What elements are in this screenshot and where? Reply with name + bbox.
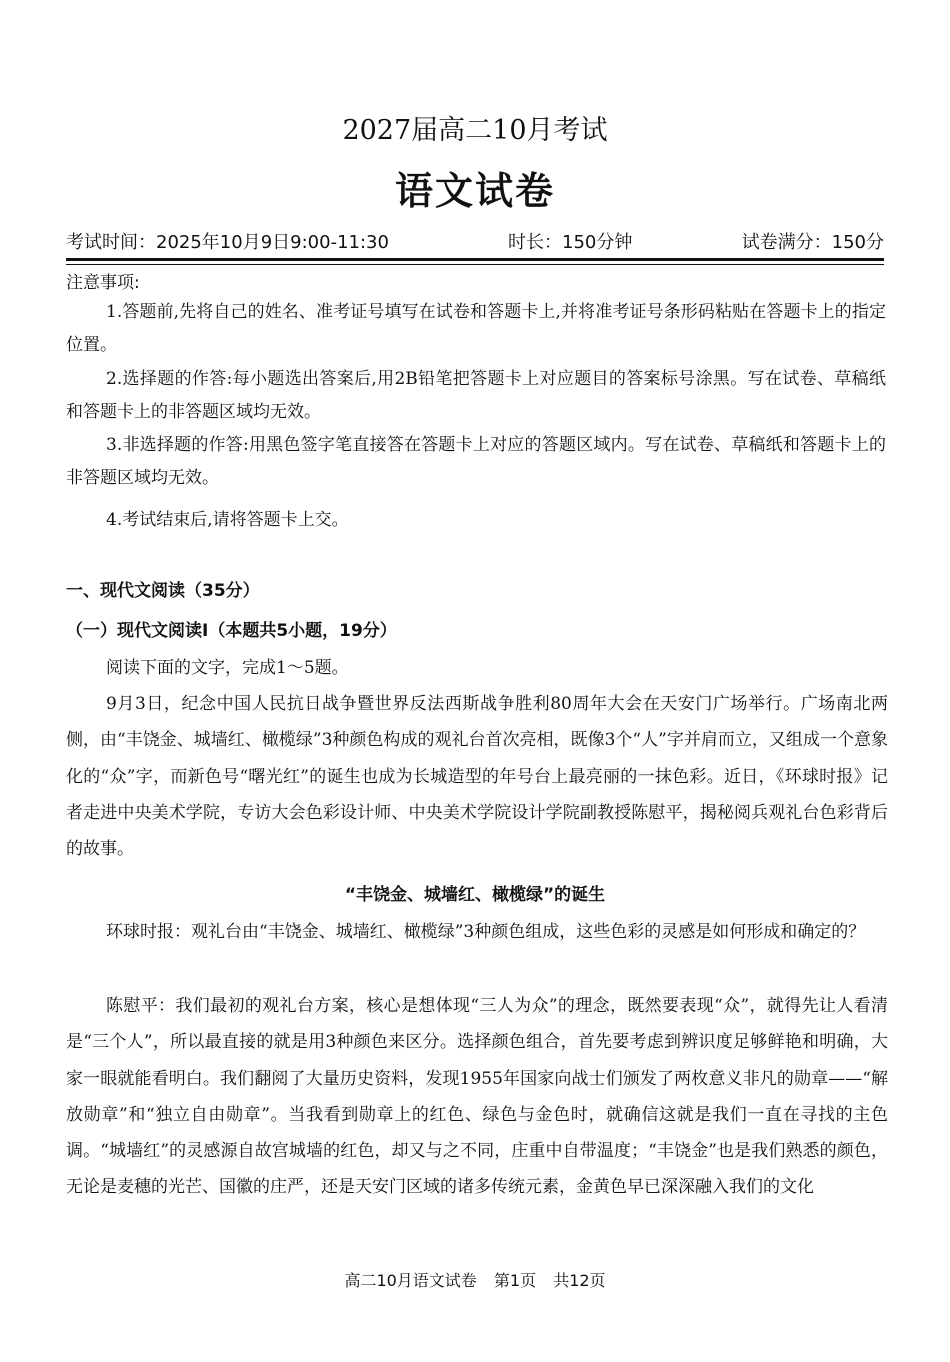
exam-duration: 时长：150分钟 <box>508 232 633 253</box>
footer-page-number: 第1页 <box>493 1271 537 1290</box>
interview-question: 环球时报：观礼台由“丰饶金、城墙红、橄榄绿”3种颜色组成，这些色彩的灵感是如何形成和确定的？ <box>106 922 866 942</box>
passage-heading: “丰饶金、城墙红、橄榄绿”的诞生 <box>344 885 606 905</box>
header-divider-thick <box>66 258 884 261</box>
notice-title: 注意事项: <box>66 273 140 293</box>
notice-item: 2.选择题的作答:每小题选出答案后,用2B铅笔把答题卡上对应题目的答案标号涂黑。写在试卷、草稿纸和答题卡上的非答题区域均无效。 <box>66 369 886 422</box>
notice-item: 3.非选择题的作答:用黑色签字笔直接答在答题卡上对应的答题区域内。写在试卷、草稿纸和答题卡上的非答题区域均无效。 <box>66 435 886 488</box>
exam-time: 考试时间：2025年10月9日9:00-11:30 <box>66 232 389 253</box>
reading-instruction: 阅读下面的文字，完成1～5题。 <box>106 658 349 678</box>
header-divider-thin <box>66 264 884 265</box>
exam-info-row <box>66 228 884 258</box>
subsection-title: （一）现代文阅读Ⅰ（本题共5小题，19分） <box>66 621 397 641</box>
notice-item: 4.考试结束后,请将答题卡上交。 <box>106 510 349 530</box>
interview-answer: 陈慰平：我们最初的观礼台方案，核心是想体现“三人为众”的理念，既然要表现“众”，就得先让人看清是“三个人”，所以最直接的就是用3种颜色来区分。选择颜色组合，首先要考虑到辨识度足够鲜艳和明确，大家一眼就能看明白。我们翻阅了大量历史资料，发现1955年国家向战士们颁发了两枚意义非凡的勋章——“解放勋章”和“独立自由勋章”。当我看到勋章上的红色、绿色与金色时，就确信这就是我们一直在寻找的主色调。“城墙红”的灵感源自故宫城墙的红色，却又与之不同，庄重中自带温度；“丰饶金”也是我们熟悉的颜色，无论是麦穗的光芒、国徽的庄严，还是天安门区域的诸多传统元素，金黄色早已深深融入我们的文化 <box>66 996 888 1198</box>
section-title: 一、现代文阅读（35分） <box>66 581 260 601</box>
passage-intro: 9月3日，纪念中国人民抗日战争暨世界反法西斯战争胜利80周年大会在天安门广场举行。广场南北两侧，由“丰饶金、城墙红、橄榄绿”3种颜色构成的观礼台首次亮相，既像3个“人”字并肩而立，又组成一个意象化的“众”字，而新色号“曙光红”的诞生也成为长城造型的年号台上最亮丽的一抹色彩。近日，《环球时报》记者走进中央美术学院，专访大会色彩设计师、中央美术学院设计学院副教授陈慰平，揭秘阅兵观礼台色彩背后的故事。 <box>66 694 888 860</box>
page-footer <box>0 1268 950 1291</box>
exam-full-score: 试卷满分：150分 <box>741 232 884 253</box>
footer-total-pages: 共12页 <box>553 1271 606 1290</box>
footer-paper-name: 高二10月语文试卷 <box>344 1271 477 1290</box>
exam-title: 2027届高二10月考试 <box>342 115 608 146</box>
notice-item: 1.答题前,先将自己的姓名、准考证号填写在试卷和答题卡上,并将准考证号条形码粘贴在答题卡上的指定位置。 <box>66 302 886 355</box>
subject-title: 语文试卷 <box>394 168 555 213</box>
